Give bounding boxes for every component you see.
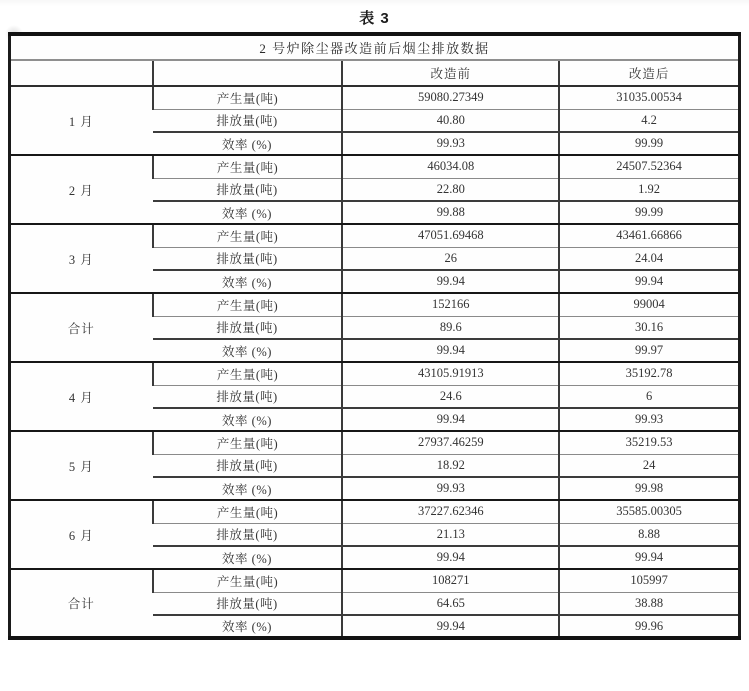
value-before-cell: 99.94 xyxy=(342,615,559,638)
value-after-cell: 6 xyxy=(559,385,739,408)
period-cell: 合计 xyxy=(10,569,153,638)
table-row xyxy=(10,224,740,247)
metric-label-cell: 效率 (%) xyxy=(153,546,343,569)
period-cell: 5 月 xyxy=(10,431,153,500)
table-row xyxy=(10,569,740,592)
table-row xyxy=(10,362,740,385)
column-header-after: 改造后 xyxy=(559,60,739,86)
period-cell: 1 月 xyxy=(10,86,153,155)
value-before-cell: 43105.91913 xyxy=(342,362,559,385)
value-after-cell: 35219.53 xyxy=(559,431,739,454)
period-cell: 合计 xyxy=(10,293,153,362)
value-after-cell: 8.88 xyxy=(559,523,739,546)
table-caption-row xyxy=(10,34,740,60)
table-row xyxy=(10,155,740,178)
metric-label-cell: 排放量(吨) xyxy=(153,109,343,132)
value-before-cell: 152166 xyxy=(342,293,559,316)
value-before-cell: 99.94 xyxy=(342,339,559,362)
value-before-cell: 27937.46259 xyxy=(342,431,559,454)
value-after-cell: 38.88 xyxy=(559,592,739,615)
table-title: 表 3 xyxy=(359,10,390,27)
period-cell: 6 月 xyxy=(10,500,153,569)
period-cell: 2 月 xyxy=(10,155,153,224)
value-after-cell: 99.94 xyxy=(559,546,739,569)
value-before-cell: 22.80 xyxy=(342,178,559,201)
value-after-cell: 31035.00534 xyxy=(559,86,739,109)
table-row xyxy=(10,500,740,523)
metric-label-cell: 效率 (%) xyxy=(153,477,343,500)
value-after-cell: 30.16 xyxy=(559,316,739,339)
metric-label-cell: 效率 (%) xyxy=(153,132,343,155)
metric-label-cell: 效率 (%) xyxy=(153,270,343,293)
value-before-cell: 99.94 xyxy=(342,546,559,569)
metric-label-cell: 排放量(吨) xyxy=(153,592,343,615)
column-header-row xyxy=(10,60,740,86)
value-after-cell: 43461.66866 xyxy=(559,224,739,247)
value-after-cell: 35585.00305 xyxy=(559,500,739,523)
period-cell: 3 月 xyxy=(10,224,153,293)
metric-label-cell: 产生量(吨) xyxy=(153,155,343,178)
metric-label-cell: 产生量(吨) xyxy=(153,86,343,109)
table-row xyxy=(10,293,740,316)
value-after-cell: 1.92 xyxy=(559,178,739,201)
metric-label-cell: 排放量(吨) xyxy=(153,178,343,201)
value-before-cell: 18.92 xyxy=(342,454,559,477)
value-before-cell: 99.94 xyxy=(342,408,559,431)
value-after-cell: 99.98 xyxy=(559,477,739,500)
value-before-cell: 108271 xyxy=(342,569,559,592)
value-after-cell: 99.99 xyxy=(559,132,739,155)
metric-label-cell: 产生量(吨) xyxy=(153,569,343,592)
column-header-metric xyxy=(153,60,343,86)
metric-label-cell: 排放量(吨) xyxy=(153,247,343,270)
column-header-before: 改造前 xyxy=(342,60,559,86)
value-after-cell: 24.04 xyxy=(559,247,739,270)
value-after-cell: 35192.78 xyxy=(559,362,739,385)
value-before-cell: 24.6 xyxy=(342,385,559,408)
value-after-cell: 4.2 xyxy=(559,109,739,132)
metric-label-cell: 效率 (%) xyxy=(153,201,343,224)
emission-data-table xyxy=(8,32,741,640)
table-caption: 2 号炉除尘器改造前后烟尘排放数据 xyxy=(10,34,740,60)
metric-label-cell: 产生量(吨) xyxy=(153,293,343,316)
metric-label-cell: 产生量(吨) xyxy=(153,431,343,454)
metric-label-cell: 排放量(吨) xyxy=(153,523,343,546)
table-body xyxy=(10,86,740,638)
metric-label-cell: 产生量(吨) xyxy=(153,500,343,523)
column-header-period xyxy=(10,60,153,86)
table-row xyxy=(10,86,740,109)
metric-label-cell: 产生量(吨) xyxy=(153,362,343,385)
value-after-cell: 99.96 xyxy=(559,615,739,638)
value-after-cell: 99.93 xyxy=(559,408,739,431)
metric-label-cell: 排放量(吨) xyxy=(153,316,343,339)
value-before-cell: 40.80 xyxy=(342,109,559,132)
value-before-cell: 46034.08 xyxy=(342,155,559,178)
value-after-cell: 105997 xyxy=(559,569,739,592)
table-row xyxy=(10,431,740,454)
metric-label-cell: 产生量(吨) xyxy=(153,224,343,247)
value-after-cell: 24507.52364 xyxy=(559,155,739,178)
value-after-cell: 99004 xyxy=(559,293,739,316)
value-before-cell: 99.93 xyxy=(342,477,559,500)
metric-label-cell: 排放量(吨) xyxy=(153,454,343,477)
value-after-cell: 99.99 xyxy=(559,201,739,224)
value-before-cell: 64.65 xyxy=(342,592,559,615)
value-after-cell: 24 xyxy=(559,454,739,477)
value-after-cell: 99.94 xyxy=(559,270,739,293)
value-before-cell: 47051.69468 xyxy=(342,224,559,247)
value-before-cell: 89.6 xyxy=(342,316,559,339)
value-before-cell: 99.93 xyxy=(342,132,559,155)
value-after-cell: 99.97 xyxy=(559,339,739,362)
period-cell: 4 月 xyxy=(10,362,153,431)
value-before-cell: 59080.27349 xyxy=(342,86,559,109)
value-before-cell: 99.88 xyxy=(342,201,559,224)
metric-label-cell: 效率 (%) xyxy=(153,408,343,431)
value-before-cell: 37227.62346 xyxy=(342,500,559,523)
metric-label-cell: 效率 (%) xyxy=(153,339,343,362)
value-before-cell: 21.13 xyxy=(342,523,559,546)
value-before-cell: 26 xyxy=(342,247,559,270)
metric-label-cell: 排放量(吨) xyxy=(153,385,343,408)
metric-label-cell: 效率 (%) xyxy=(153,615,343,638)
value-before-cell: 99.94 xyxy=(342,270,559,293)
